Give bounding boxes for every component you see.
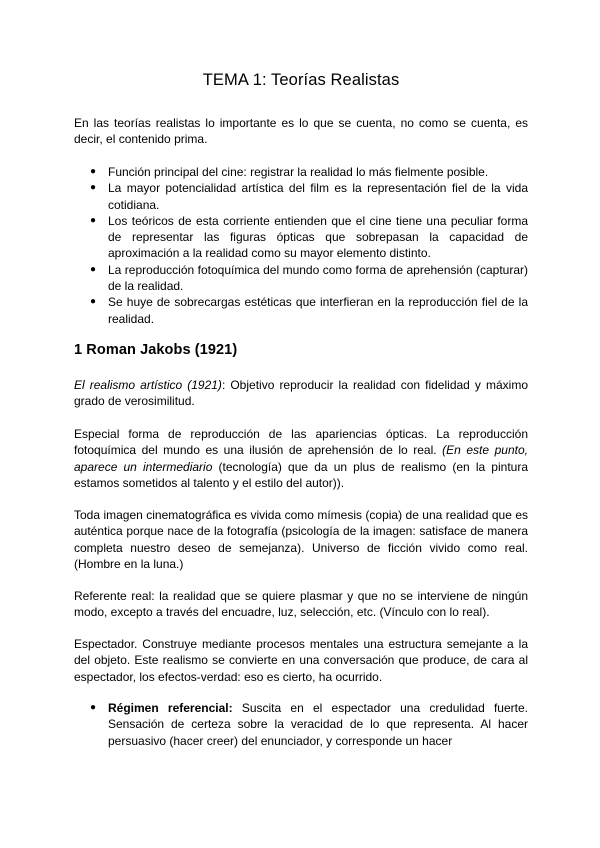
paragraph-realismo: El realismo artístico (1921): Objetivo reproducir la realidad con fidelidad y máximo grado de verosimilitud. bbox=[74, 378, 528, 409]
bullet-icon: ● bbox=[90, 702, 97, 713]
paragraph-referente: Referente real: la realidad que se quiere plasmar y que no se interviene de ningún modo, excepto a través del encuadre, luz, selección, etc. (Vínculo con lo real). bbox=[74, 589, 528, 620]
intro-paragraph: En las teorías realistas lo importante es lo que se cuenta, no como se cuenta, es decir, el contenido prima. bbox=[74, 116, 528, 147]
bullet-list bbox=[74, 164, 528, 327]
bullet-icon: ● bbox=[90, 166, 97, 177]
list-item: ● Función principal del cine: registrar la realidad lo más fielmente posible. bbox=[90, 165, 489, 179]
list-item: ● La reproducción fotoquímica del mundo como forma de aprehensión (capturar) de la realidad. bbox=[90, 262, 528, 294]
bullet-icon: ● bbox=[90, 182, 97, 194]
list-item: ● Los teóricos de esta corriente entienden que el cine tiene una peculiar forma de representar las figuras ópticas que sobrepasan la capacidad de aproximación a la realidad como su mayor elemento distinto. bbox=[90, 213, 528, 261]
paragraph-reproduccion: Especial forma de reproducción de las apariencias ópticas. La reproducción fotoquímica del mundo es una ilusión de aprehensión de lo real. (En este punto, aparece un intermediario (tecnología) que da un plus de realismo (en la pintura estamos sometidos al talento y el estilo del autor)). bbox=[74, 427, 528, 490]
bullet-icon: ● bbox=[90, 214, 97, 226]
section-heading: 1 Roman Jakobs (1921) bbox=[74, 342, 238, 358]
paragraph-espectador: Espectador. Construye mediante procesos mentales una estructura semejante a la del objeto. Este realismo se convierte en una conversación que produce, de cara al espectador, los efectos-verdad: eso es cierto, ha ocurrido. bbox=[74, 637, 528, 684]
list-item: ● La mayor potencialidad artística del film es la representación fiel de la vida cotidiana. bbox=[90, 181, 528, 212]
list-item: ● Se huye de sobrecargas estéticas que interfieran en la reproducción fiel de la realidad. bbox=[90, 295, 528, 326]
paragraph-mimesis: Toda imagen cinematográfica es vivida como mímesis (copia) de una realidad que es auténtica porque nace de la fotografía (psicología de la imagen: satisface de manera completa nuestro deseo de semejanza). Universo de ficción vivido como real. (Hombre en la luna.) bbox=[74, 508, 528, 571]
list-item: ● Régimen referencial: Suscita en el espectador una credulidad fuerte. Sensación de certeza sobre la veracidad de lo que representa. Al hacer persuasivo (hacer creer) del enunciador, y corresponde un hacer bbox=[90, 701, 528, 748]
page-title: TEMA 1: Teorías Realistas bbox=[202, 71, 400, 89]
bullet-icon: ● bbox=[90, 296, 97, 308]
bullet-icon: ● bbox=[90, 263, 97, 275]
regimen-list bbox=[74, 700, 528, 749]
